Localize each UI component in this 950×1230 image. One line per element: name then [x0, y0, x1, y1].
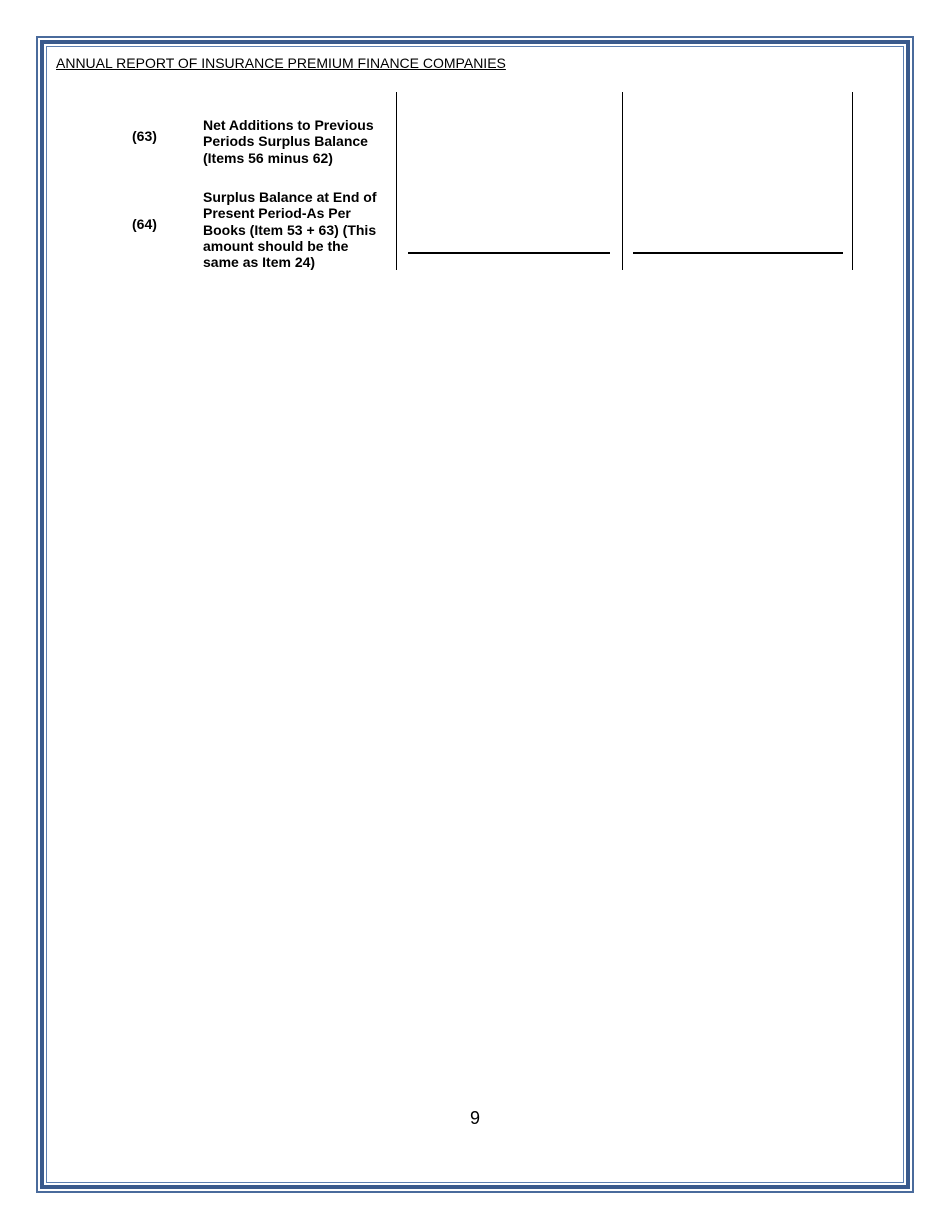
item-label-64: Surplus Balance at End of Present Period-As Per Books (Item 53 + 63) (This amount should be the same as Item 24) — [203, 189, 377, 271]
item-label-63: Net Additions to Previous Periods Surplus Balance (Items 56 minus 62) — [203, 117, 374, 166]
column-divider-3 — [852, 92, 853, 270]
amount-entry-line-1[interactable] — [408, 252, 610, 254]
report-header: ANNUAL REPORT OF INSURANCE PREMIUM FINANCE COMPANIES — [56, 55, 506, 71]
item-number-64: (64) — [132, 216, 157, 232]
amount-entry-line-2[interactable] — [633, 252, 843, 254]
column-divider-1 — [396, 92, 397, 270]
column-divider-2 — [622, 92, 623, 270]
page-number: 9 — [469, 1108, 480, 1128]
item-number-63: (63) — [132, 128, 157, 144]
page-border-inner — [46, 46, 904, 1183]
